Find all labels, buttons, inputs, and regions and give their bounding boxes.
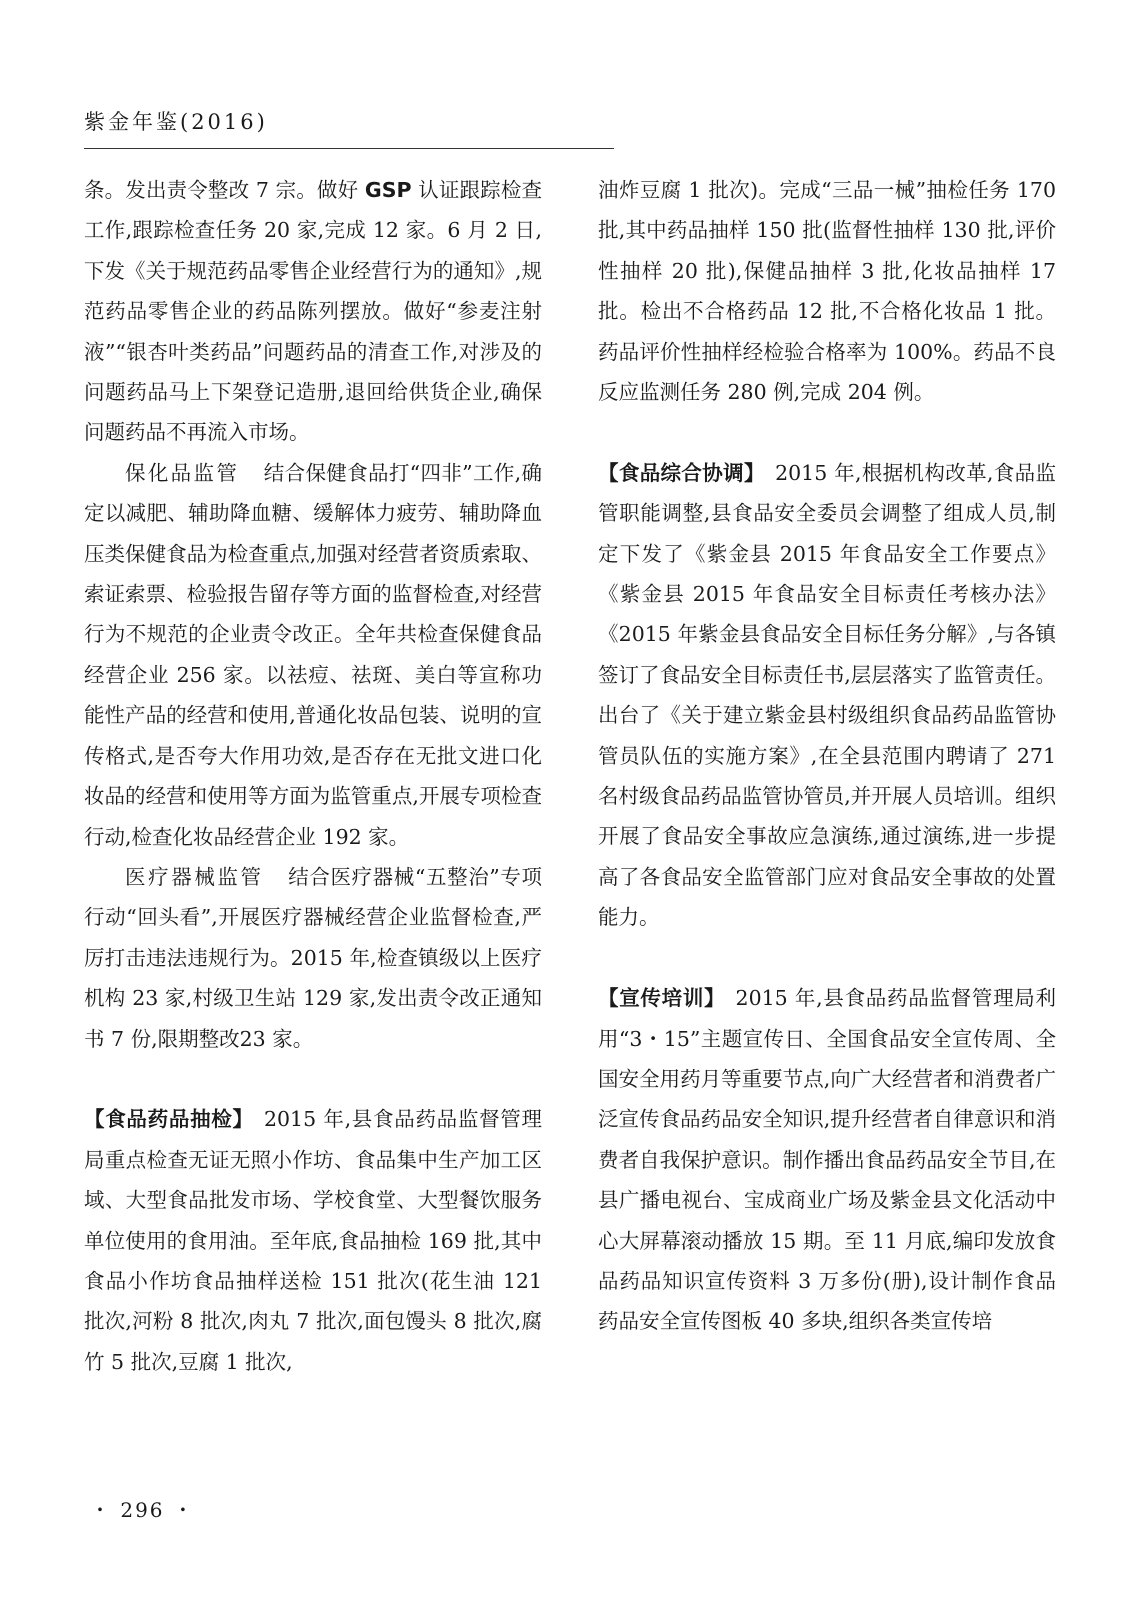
paragraph-medical-devices: 医疗器械监管 结合医疗器械“五整治”专项行动“回头看”,开展医疗器械经营企业监督检查,严厉打击违法违规行为。2015 年,检查镇级以上医疗机构 23 家,村级卫生站 129 家,发出责令改正通知书 7 份,限期整改23 家。 bbox=[84, 864, 543, 1051]
section-gap bbox=[84, 1059, 542, 1099]
paragraph-gsp: 条。发出责令整改 7 宗。做好 GSP 认证跟踪检查工作,跟踪检查任务 20 家,完成 12 家。6 月 2 日,下发《关于规范药品零售企业经营行为的通知》,规范药品零售企业的药品陈列摆放。做好“参麦注射液”“银杏叶类药品”问题药品的清查工作,对涉及的问题药品马上下架登记造册,退回给供货企业,确保问题药品不再流入市场。 bbox=[84, 178, 542, 445]
section-gap bbox=[598, 938, 1056, 978]
section-gap bbox=[598, 412, 1056, 452]
section-heading-publicity: 【宣传培训】 bbox=[598, 986, 726, 1011]
subheading-health-products: 保化品监管 bbox=[125, 460, 240, 485]
subheading-medical-devices: 医疗器械监管 bbox=[125, 864, 264, 889]
section-heading-sampling: 【食品药品抽检】 bbox=[84, 1107, 254, 1132]
paragraph-sampling-cont: 油炸豆腐 1 批次)。完成“三品一械”抽检任务 170 批,其中药品抽样 150 批(监督性抽样 130 批,评价性抽样 20 批),保健品抽样 3 批,化妆品抽样 17 批。检出不合格药品 12 批,不合格化妆品 1 批。药品评价性抽样经检验合格率为 100%。药品不良反应监测任务 280 例,完成 204 例。 bbox=[598, 178, 1056, 405]
paragraph-sampling: 【食品药品抽检】 2015 年,县食品药品监督管理局重点检查无证无照小作坊、食品集中生产加工区域、大型食品批发市场、学校食堂、大型餐饮服务单位使用的食用油。至年底,食品抽检 169 批,其中食品小作坊食品抽样送检 151 批次(花生油 121 批次,河粉 8 批次,肉丸 7 批次,面包馒头 8 批次,腐竹 5 批次,豆腐 1 批次, bbox=[84, 1107, 543, 1374]
running-header: 紫金年鉴(2016) bbox=[84, 110, 268, 134]
header-rule bbox=[84, 148, 614, 149]
page-number: ・ 296 ・ bbox=[90, 1498, 195, 1522]
paragraph-coordination: 【食品综合协调】 2015 年,根据机构改革,食品监管职能调整,县食品安全委员会调整了组成人员,制定下发了《紫金县 2015 年食品安全工作要点》《紫金县 2015 年食品安全目标责任考核办法》《2015 年紫金县食品安全目标任务分解》,与各镇签订了食品安全目标责任书,层层落实了监管责任。出台了《关于建立紫金县村级组织食品药品监管协管员队伍的实施方案》,在全县范围内聘请了 271 名村级食品药品监管协管员,并开展人员培训。组织开展了食品安全事故应急演练,通过演练,进一步提高了各食品安全监管部门应对食品安全事故的处置能力。 bbox=[598, 460, 1056, 930]
paragraph-publicity: 【宣传培训】 2015 年,县食品药品监督管理局利用“3・15”主题宣传日、全国食品安全宣传周、全国安全用药月等重要节点,向广大经营者和消费者广泛宣传食品药品安全知识,提升经营者自律意识和消费者自我保护意识。制作播出食品药品安全节目,在县广播电视台、宝成商业广场及紫金县文化活动中心大屏幕滚动播放 15 期。至 11 月底,编印发放食品药品知识宣传资料 3 万多份(册),设计制作食品药品安全宣传图板 40 多块,组织各类宣传培 bbox=[598, 986, 1057, 1334]
right-column bbox=[598, 170, 1056, 1342]
gsp-term: GSP bbox=[364, 178, 412, 202]
section-heading-coordination: 【食品综合协调】 bbox=[598, 460, 765, 485]
paragraph-health-products: 保化品监管 结合保健食品打“四非”工作,确定以减肥、辅助降血糖、缓解体力疲劳、辅助降血压类保健食品为检查重点,加强对经营者资质索取、索证索票、检验报告留存等方面的监督检查,对经营行为不规范的企业责令改正。全年共检查保健食品经营企业 256 家。以祛痘、祛斑、美白等宣称功能性产品的经营和使用,普通化妆品包装、说明的宣传格式,是否夸大作用功效,是否存在无批文进口化妆品的经营和使用等方面为监管重点,开展专项检查行动,检查化妆品经营企业 192 家。 bbox=[84, 460, 543, 849]
left-column bbox=[84, 170, 542, 1382]
